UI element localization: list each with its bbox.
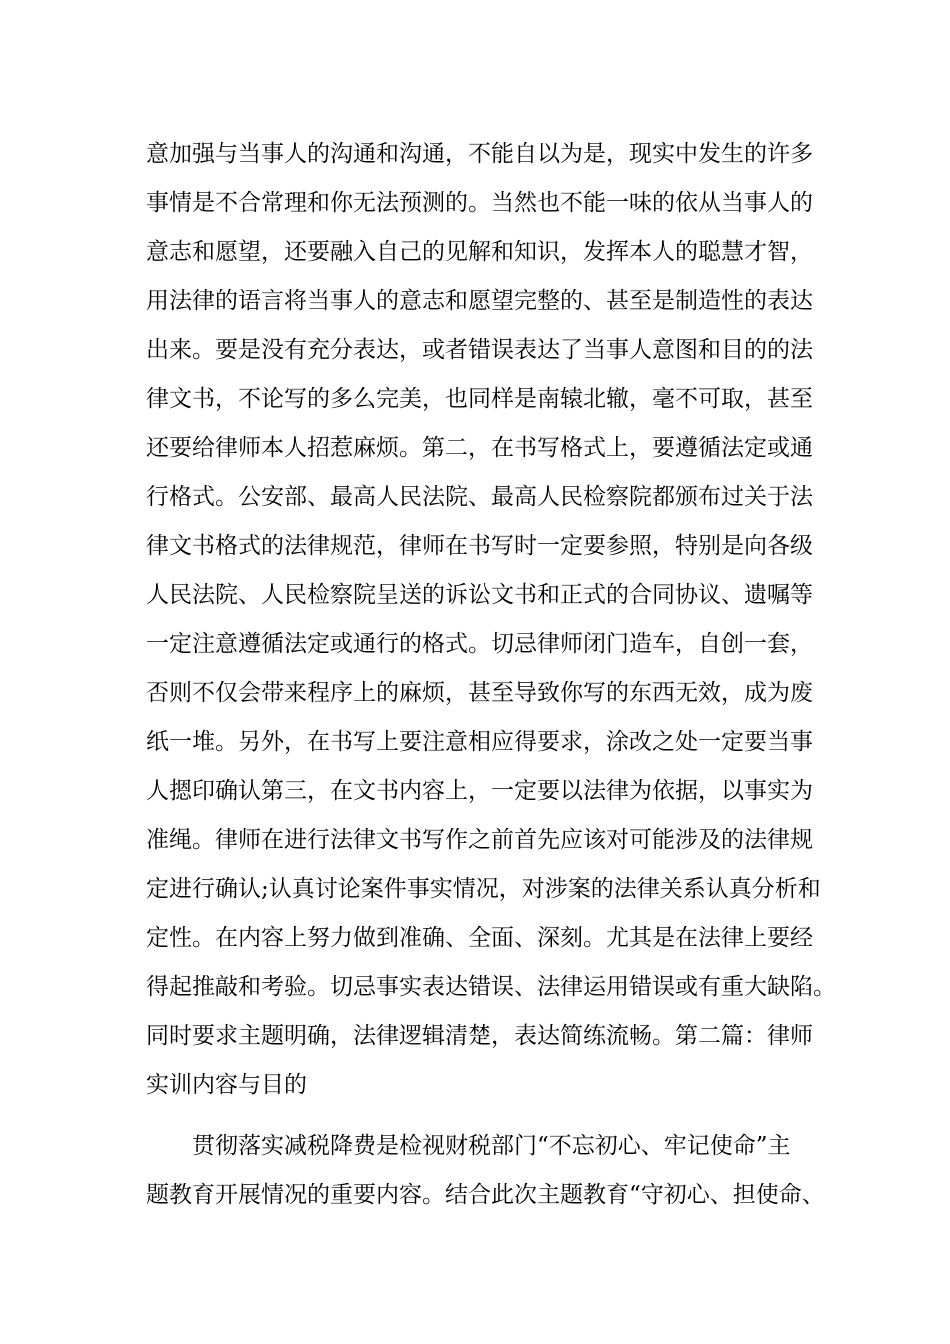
text-line: 题教育开展情况的重要内容。结合此次主题教育“守初心、担使命、	[146, 1182, 825, 1208]
text-line: 准绳。律师在进行法律文书写作之前首先应该对可能涉及的法律规	[146, 827, 813, 853]
body-text	[146, 130, 836, 1220]
text-line: 贯彻落实减税降费是检视财税部门“不忘初心、牢记使命”主	[192, 1133, 791, 1159]
paragraph-1	[146, 130, 836, 1110]
text-line: 事情是不合常理和你无法预测的。当然也不能一味的依从当事人的	[146, 190, 813, 216]
text-line: 纸一堆。另外，在书写上要注意相应得要求，涂改之处一定要当事	[146, 729, 813, 755]
text-line: 同时要求主题明确，法律逻辑清楚，表达简练流畅。第二篇：律师	[146, 1023, 813, 1049]
text-line: 行格式。公安部、最高人民法院、最高人民检察院都颁布过关于法	[146, 484, 813, 510]
text-line: 一定注意遵循法定或通行的格式。切忌律师闭门造车，自创一套，	[146, 631, 813, 657]
text-line: 律文书，不论写的多么完美，也同样是南辕北辙，毫不可取，甚至	[146, 386, 813, 412]
text-line: 定性。在内容上努力做到准确、全面、深刻。尤其是在法律上要经	[146, 925, 813, 951]
text-line: 得起推敲和考验。切忌事实表达错误、法律运用错误或有重大缺陷。	[146, 974, 836, 1000]
text-line: 意加强与当事人的沟通和沟通，不能自以为是，现实中发生的许多	[146, 141, 813, 167]
text-line: 意志和愿望，还要融入自己的见解和知识，发挥本人的聪慧才智，	[146, 239, 813, 265]
paragraph-gap	[146, 1110, 826, 1122]
text-line: 实训内容与目的	[146, 1072, 307, 1098]
text-line: 出来。要是没有充分表达，或者错误表达了当事人意图和目的的法	[146, 337, 813, 363]
text-line: 律文书格式的法律规范，律师在书写时一定要参照，特别是向各级	[146, 533, 813, 559]
text-line: 还要给律师本人招惹麻烦。第二，在书写格式上，要遵循法定或通	[146, 435, 813, 461]
text-line: 否则不仅会带来程序上的麻烦，甚至导致你写的东西无效，成为废	[146, 680, 813, 706]
paragraph-2	[146, 1122, 826, 1220]
text-line: 用法律的语言将当事人的意志和愿望完整的、甚至是制造性的表达	[146, 288, 813, 314]
text-line: 定进行确认;认真讨论案件事实情况，对涉案的法律关系认真分析和	[146, 876, 821, 902]
text-line: 人民法院、人民检察院呈送的诉讼文书和正式的合同协议、遗嘱等	[146, 582, 813, 608]
text-line: 人摁印确认第三，在文书内容上，一定要以法律为依据，以事实为	[146, 778, 813, 804]
